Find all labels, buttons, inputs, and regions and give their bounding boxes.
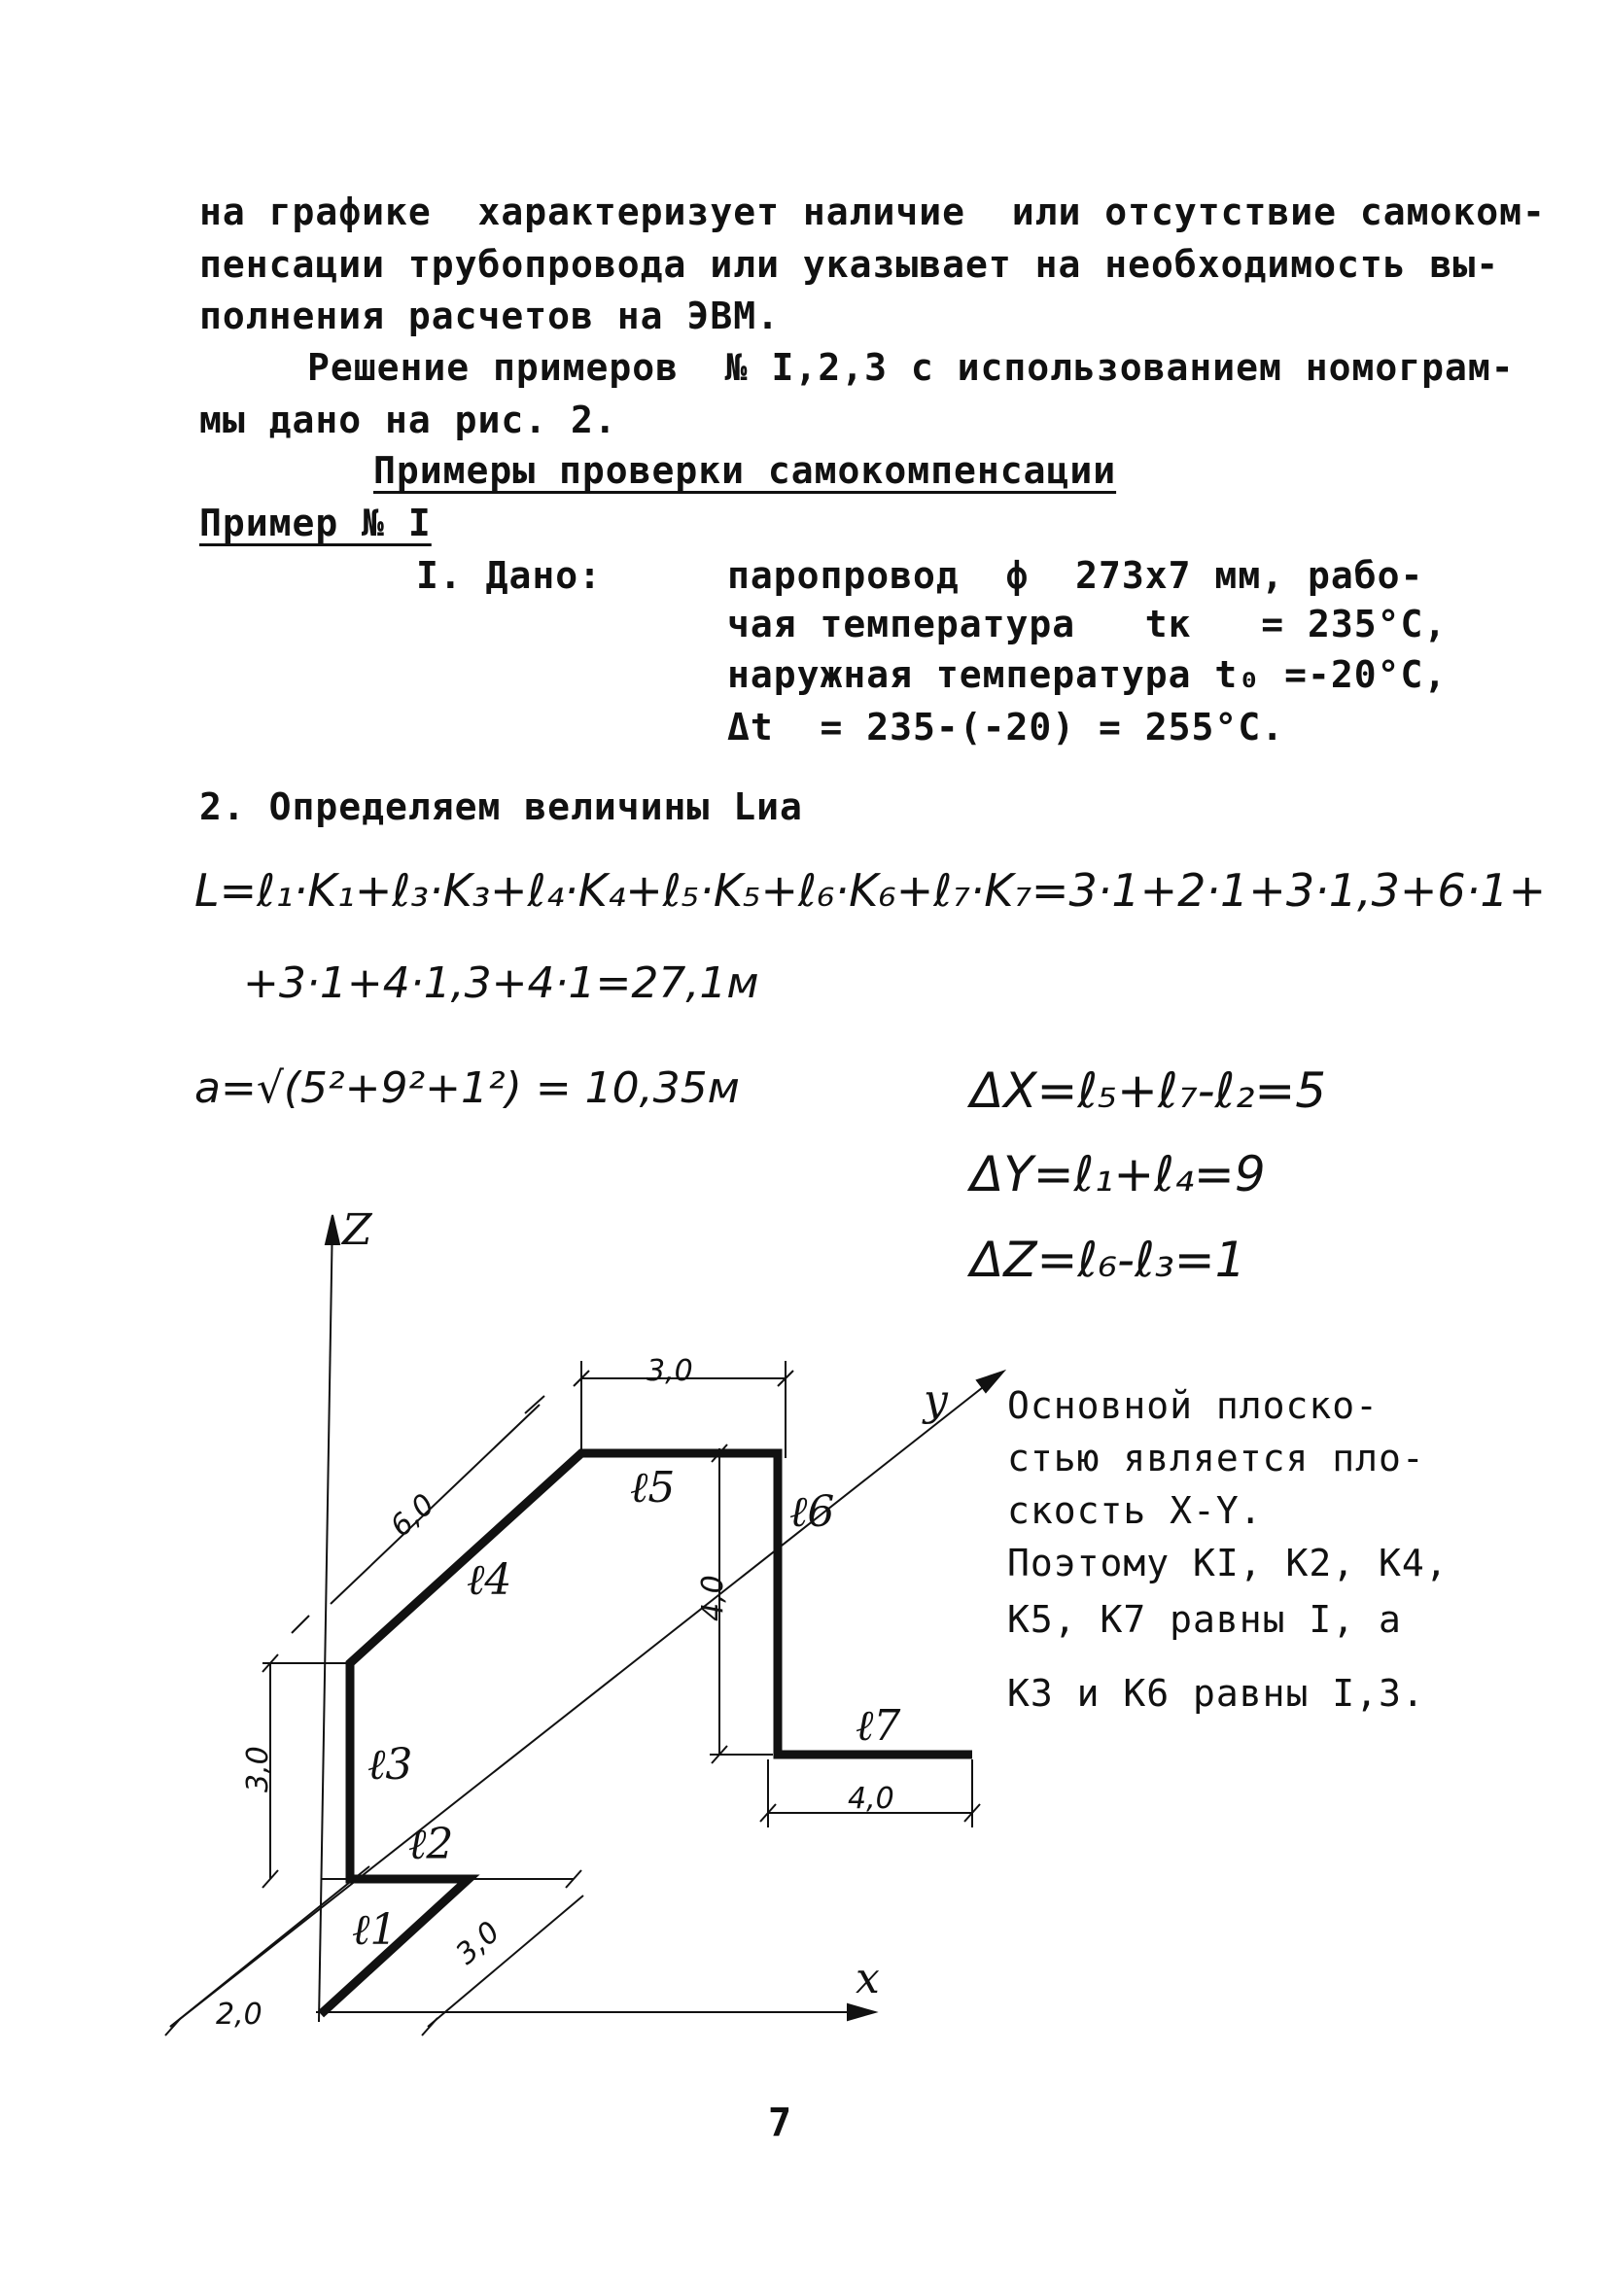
axis-label-y: y [924,1375,948,1425]
paragraph-line: на графике характеризует наличие или отсутствие самоком- [199,191,1546,233]
given-line: чая температура tк = 235°C, [727,603,1448,645]
axis-label-x: x [856,1954,880,2003]
dim-label: 4,0 [696,1575,730,1621]
dim-label: 4,0 [848,1782,894,1816]
page-number: 7 [768,2101,793,2145]
note-line: K5, K7 равны I, а [1007,1598,1402,1641]
segment-label-l1: ℓ1 [352,1905,398,1955]
dim-label: 3,0 [241,1746,275,1792]
segment-label-l3: ℓ3 [367,1740,413,1790]
x-axis-arrow [848,2004,875,2020]
dim-line [428,1896,583,2027]
dim-label: 3,0 [449,1915,507,1972]
example-heading: Пример № I [199,502,432,544]
tick [525,1396,544,1413]
section-heading: Примеры проверки самокомпенсации [373,449,1117,492]
delta-x: ΔX=ℓ₅+ℓ₇-ℓ₂=5 [970,1062,1327,1119]
step-heading: 2. Определяем величины Lиa [199,785,803,828]
formula-L-line2: +3·1+4·1,3+4·1=27,1м [243,958,759,1008]
delta-y: ΔY=ℓ₁+ℓ₄=9 [970,1146,1266,1202]
dim-label: 3,0 [647,1354,693,1388]
note-line: стью является пло- [1007,1437,1425,1479]
segment-label-l5: ℓ5 [630,1463,676,1513]
z-axis-arrow [326,1215,339,1244]
given-line: паропровод ф 273х7 мм, рабо- [727,554,1424,597]
segment-label-l2: ℓ2 [408,1820,454,1869]
formula-L-line1: L=ℓ₁·K₁+ℓ₃·K₃+ℓ₄·K₄+ℓ₅·K₅+ℓ₆·K₆+ℓ₇·K₇=3·1+2·1+3·1,3+6·1+ [194,864,1547,917]
paragraph-line: Решение примеров № I,2,3 с использованием номограм- [307,346,1515,389]
segment-label-l7: ℓ7 [856,1701,901,1751]
segment-label-l4: ℓ4 [467,1555,512,1605]
segment-label-l6: ℓ6 [789,1487,835,1537]
paragraph-line: мы дано на рис. 2. [199,399,617,441]
dim-label: 6,0 [384,1487,441,1545]
tick [292,1616,309,1633]
note-line: скость X-Y. [1007,1489,1263,1532]
axis-label-z: Z [342,1205,372,1255]
given-line: Δt = 235-(-20) = 255°C. [727,706,1285,748]
paragraph-line: полнения расчетов на ЭВМ. [199,295,780,337]
paragraph-line: пенсации трубопровода или указывает на необходимость вы- [199,243,1500,286]
given-label: I. Дано: [416,554,603,597]
note-line: Поэтому KI, K2, K4, [1007,1542,1449,1584]
given-line: наружная температура t₀ =-20°C, [727,653,1448,696]
note-line: Основной плоско- [1007,1384,1380,1427]
tick [422,2018,437,2035]
note-line: K3 и K6 равны I,3. [1007,1672,1425,1715]
formula-a: a=√(5²+9²+1²) = 10,35м [194,1063,740,1113]
dim-label: 2,0 [216,1998,262,2032]
delta-z: ΔZ=ℓ₆-ℓ₃=1 [970,1232,1246,1288]
tick [165,2018,181,2035]
